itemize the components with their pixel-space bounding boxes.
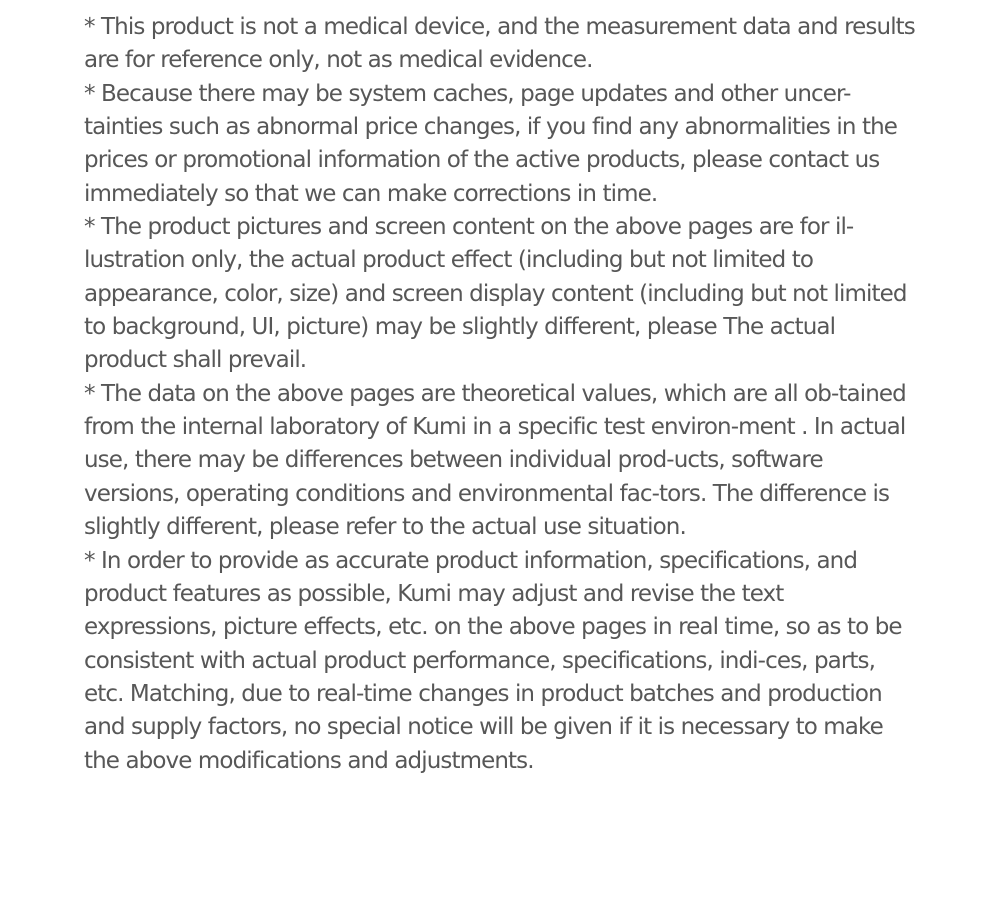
- disclaimer-item-medical: * This product is not a medical device, and the measurement data and results are for reference only, not as medical evidence.: [84, 14, 915, 74]
- disclaimer-item-revisions: * In order to provide as accurate product information, specifications, and product features as possible, Kumi may adjust and revise the text expressions, picture effects, etc. on the above pages in real time, so as to be consistent with actual product performance, specifications, indi-ces, parts, etc. Matching, due to real-time changes in product batches and production and supply factors, no special notice will be given if it is necessary to make the above modifications and adjustments.: [84, 547, 902, 774]
- disclaimer-item-pictures: * The product pictures and screen content on the above pages are for il-lustration only, the actual product effect (including but not limited to appearance, color, size) and screen display content (including but not limited to background, UI, picture) may be slightly different, please The actual product shall prevail.: [84, 214, 907, 374]
- disclaimer-list: [84, 11, 918, 778]
- disclaimer-item-data: * The data on the above pages are theoretical values, which are all ob-tained from the internal laboratory of Kumi in a specific test environ-ment . In actual use, there may be differences between individual prod-ucts, software versions, operating conditions and environmental fac-tors. The difference is slightly different, please refer to the actual use situation.: [84, 380, 906, 541]
- disclaimer-item-price: * Because there may be system caches, page updates and other uncer-tainties such as abnormal price changes, if you find any abnormalities in the prices or promotional information of the active products, please contact us immediately so that we can make corrections in time.: [84, 80, 897, 207]
